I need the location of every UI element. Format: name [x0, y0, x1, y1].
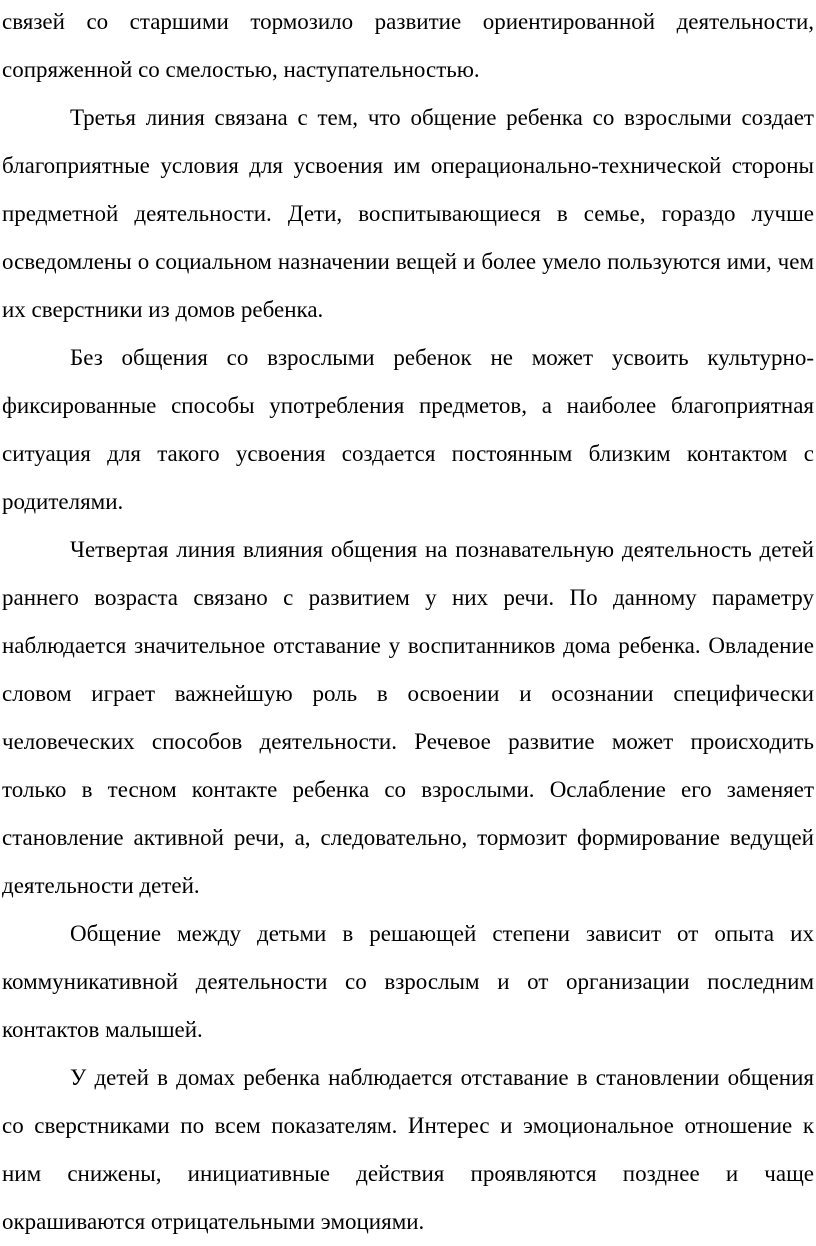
paragraph-children-homes: У детей в домах ребенка наблюдается отставание в становлении общения со сверстниками по всем показателям. Интерес и эмоциональное отношение к ним снижены, инициативные действия проявляются позднее и чаще окрашиваются отрицательными эмоциями. [2, 1065, 814, 1234]
paragraph-peer-communication: Общение между детьми в решающей степени зависит от опыта их коммуникативной деятельности со взрослым и от организации последним контактов малышей. [2, 921, 814, 1042]
paragraph-third-line: Третья линия связана с тем, что общение ребенка со взрослыми создает благоприятные условия для усвоения им операционально-технической стороны предметной деятельности. Дети, воспитывающиеся в семье, гораздо лучше осведомлены о социальном назначении вещей и более умело пользуются ими, чем их сверстники из домов ребенка. [2, 105, 814, 322]
paragraph-without-communication: Без общения со взрослыми ребенок не может усвоить культурно-фиксированные способы употребления предметов, а наиболее благоприятная ситуация для такого усвоения создается постоянным близким контактом с родителями. [2, 345, 814, 514]
paragraph-fourth-line: Четвертая линия влияния общения на познавательную деятельность детей раннего возраста связано с развитием у них речи. По данному параметру наблюдается значительное отставание у воспитанников дома ребенка. Овладение словом играет важнейшую роль в освоении и осознании специфически человеческих способов деятельности. Речевое развитие может происходить только в тесном контакте ребенка со взрослыми. Ослабление его заменяет становление активной речи, а, следовательно, тормозит формирование ведущей деятельности детей. [2, 537, 814, 898]
paragraph-continuation: связей со старшими тормозило развитие ориентированной деятельности, сопряженной со смелостью, наступательностью. [2, 9, 814, 82]
